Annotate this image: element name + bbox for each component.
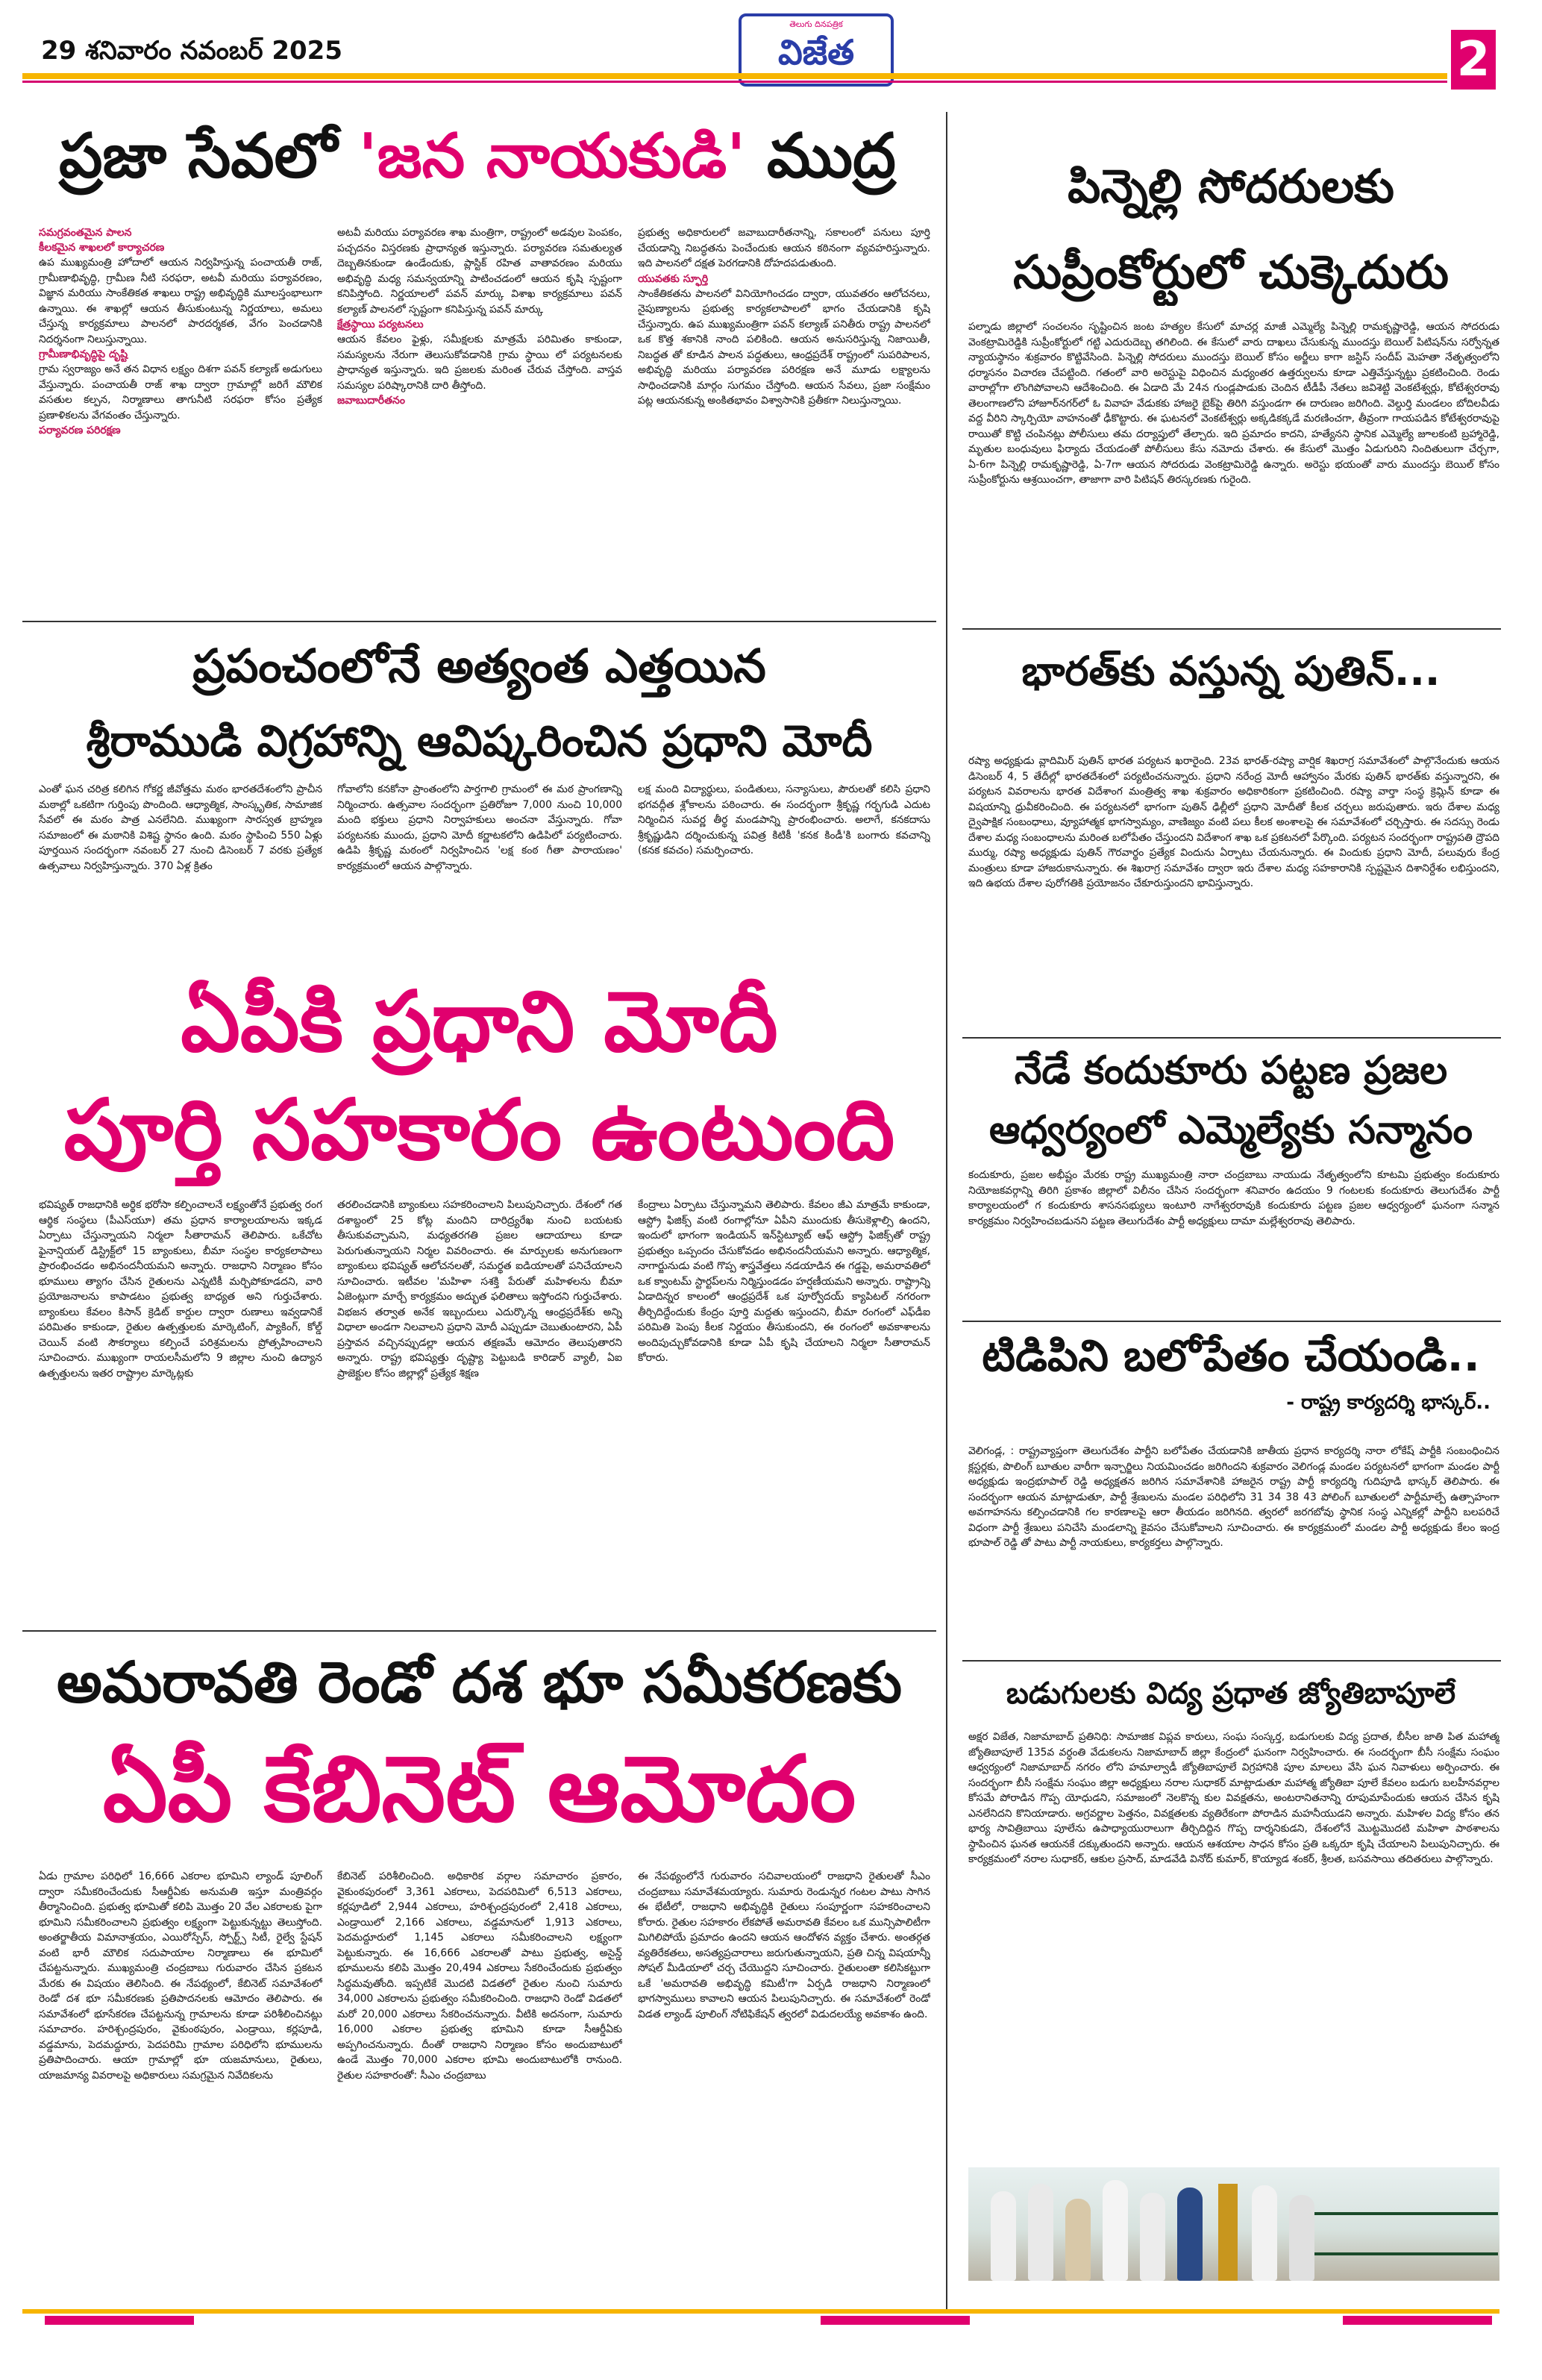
modi-ap-headline-1: ఏపీకి ప్రధాని మోదీ: [181, 974, 778, 1071]
section-divider: [22, 1630, 936, 1632]
paragraph: ఉప ముఖ్యమంత్రి హోదాలో ఆయన నిర్వహిస్తున్న పంచాయతీ రాజ్, గ్రామీణాభివృద్ధి, గ్రామీణ నీటి సరఫరా, అటవీ మరియు పర్యావరణం, విజ్ఞాన మరియు సాంకేతికత శాఖలు రాష్ట్ర అభివృద్ధికి మూలస్తంభాలుగా ఉన్నాయి. ఈ శాఖల్లో ఆయన తీసుకుంటున్న నిర్ణయాలు, అమలు చేస్తున్న కార్యక్రమాలు పాలనలో పారదర్శకత, వేగం పెంచడానికి నిదర్శనంగా నిలుస్తున్నాయి.: [39, 257, 322, 345]
janasena-headline-pre: ప్రజా సేవలో: [59, 121, 359, 192]
person-figure: [1140, 2193, 1165, 2281]
janasena-column-2: [337, 225, 622, 613]
phule-headline: బడుగులకు విద్య ప్రధాత జ్యోతిబాపూలే: [1006, 1676, 1456, 1711]
amaravati-column-3: ఈ నేపథ్యంలోనే గురువారం సచివాలయంలో రాజధాని రైతులతో సీఎం చంద్రబాబు సమావేశమయ్యారు. సుమారు రెండున్నర గంటల పాటు సాగిన ఈ భేటీలో, రాజధాని అభివృద్ధికి రైతులు సంపూర్ణంగా సహకరించాలని కోరారు. రైతుల సహకారం లేకపోతే అమరావతి కేవలం ఒక మున్సిపాలిటీగా మిగిలిపోయే ప్రమాదం ఉందని ఆయన ఆందోళన వ్యక్తం చేశారు. అంతర్గత వ్యతిరేకతలు, అసత్యప్రచారాలు జరుగుతున్నాయని, ప్రతి చిన్న విషయాన్నీ సోషల్ మీడియాలో చర్చ చేయొద్దని సూచించారు. రైతులంతా కలిసికట్టుగా ఒకే 'అమరావతి అభివృద్ధి కమిటీ'గా ఏర్పడి రాజధాని నిర్మాణంలో భాగస్వాములు కావాలని ఆయన పిలుపునిచ్చారు. ఈ సమావేశంలో రెండో విడత ల్యాండ్ పూలింగ్ నోటిఫికేషన్ త్వరలో విడుదలయ్యే అవకాశం ఉంది.: [638, 1870, 930, 2020]
paragraph: సాంకేతికతను పాలనలో వినియోగించడం ద్వారా, యువతరం ఆలోచనలు, నైపుణ్యాలను ప్రభుత్వ కార్యకలాపాలలో భాగం చేయడానికి కృషి చేస్తున్నారు. ఉప ముఖ్యమంత్రిగా పవన్ కల్యాణ్ పనితీరు రాష్ట్ర పాలనలో ఒక కొత్త శకానికి నాంది పలికింది. ఆయన అనుసరిస్తున్న నిజాయితీ, నిబద్ధత తో కూడిన పాలన పద్ధతులు, ఆంధ్రప్రదేశ్ రాష్ట్రంలో సుపరిపాలన, అభివృద్ధి మరియు పర్యావరణ పరిరక్షణ అనే మూడు లక్ష్యాలను సాధించడానికి మార్గం సుగమం చేస్తోంది. ఆయన సేవలు, ప్రజా సంక్షేమం పట్ల ఆయనకున్న అంకితభావం విశ్వాసానికి ప్రతీకగా నిలుస్తున్నాయి.: [638, 287, 930, 407]
header-band: [22, 73, 1447, 79]
ramudu-column-1: ఎంతో ఘన చరిత్ర కలిగిన గోకర్ణ జీవోత్తమ మఠం భారతదేశంలోని ప్రాచీన మఠాల్లో ఒకటిగా గుర్తింపు పొందింది. ఆధ్యాత్మిక, సాంస్కృతిక, సామాజిక సేవలో ఈ మఠం పాత్ర ఎనలేనిది. ముఖ్యంగా సారస్వత బ్రాహ్మణ సమాజంలో ఈ మఠానికి విశిష్ట స్థానం ఉంది. మఠం స్థాపించి 550 ఏళ్లు పూర్తయిన సందర్భంగా నవంబర్ 27 నుంచి డిసెంబర్ 7 వరకు ప్రత్యేక ఉత్సవాలు నిర్వహిస్తున్నారు. 370 ఏళ్ల క్రితం: [39, 783, 322, 872]
masthead-title: విజేత: [777, 32, 855, 72]
subhead: యువతకు స్ఫూర్తి: [638, 272, 709, 285]
ramudu-column-3: లక్ష మంది విద్యార్థులు, పండితులు, సన్యాసులు, పౌరులతో కలిసి ప్రధాని భగవద్గీత శ్లోకాలను పఠించారు. ఈ సందర్భంగా శ్రీకృష్ణ గర్భగుడి ఎదుట నిర్మించిన సువర్ణ తీర్థ మండపాన్ని ప్రారంభించారు. అలాగే, కనకదాసు శ్రీకృష్ణుడిని దర్శించుకున్న పవిత్ర కిటికీ 'కనక కిండీ'కి బంగారు కవచాన్ని (కనక కవచం) సమర్పించారు.: [638, 783, 930, 857]
person-figure: [1252, 2185, 1277, 2281]
paragraph: అటవీ మరియు పర్యావరణ శాఖ మంత్రిగా, రాష్ట్రంలో అడవుల పెంపకం, పచ్చదనం విస్తరణకు ప్రాధాన్యత ఇస్తున్నారు. పర్యావరణ సమతుల్యత దెబ్బతినకుండా ఉండేందుకు, ప్లాస్టిక్ రహిత వాతావరణం మరియు అభివృద్ధి మధ్య సమన్వయాన్ని పాటించడంలో ఆయన కృషి స్పష్టంగా కనిపిస్తోంది. నిర్ణయాలలో పవన్ మార్కు విశాఖ కార్యక్రమాలు పవన్ కల్యాణ్ పాలనలో స్పష్టంగా కనిపిస్తున్న పవన్ మార్కు: [337, 227, 622, 316]
section-divider: [22, 621, 936, 622]
amaravati-column-2: కేబినెట్ పరిశీలించింది. అధికారిక వర్గాల సమాచారం ప్రకారం, వైకుంఠపురంలో 3,361 ఎకరాలు, పెదపరిమిలో 6,513 ఎకరాలు, కర్లపూడిలో 2,944 ఎకరాలు, హరిశ్చంద్రపురంలో 2,418 ఎకరాలు, ఎండ్రాయిలో 2,166 ఎకరాలు, వడ్డమానులో 1,913 ఎకరాలు, పెదమద్దూరులో 1,145 ఎకరాలు సమీకరించాలని లక్ష్యంగా పెట్టుకున్నారు. ఈ 16,666 ఎకరాలతో పాటు ప్రభుత్వ, అసైన్డ్ భూములను కలిపి మొత్తం 20,494 ఎకరాలు సేకరించేందుకు ప్రభుత్వం సిద్ధమవుతోంది. ఇప్పటికే మొదటి విడతలో రైతుల నుంచి సుమారు 34,000 ఎకరాలను ప్రభుత్వం సమీకరించింది. రాజధాని రెండో విడతలో మరో 20,000 ఎకరాలు సేకరించనున్నారు. వీటికి అదనంగా, సుమారు 16,000 ఎకరాల ప్రభుత్వ భూమిని కూడా సీఆర్డీఏకు అప్పగించనున్నారు. దీంతో రాజధాని నిర్మాణం కోసం అందుబాటులో ఉండే మొత్తం 70,000 ఎకరాల భూమి అందుబాటులోకి రానుంది. రైతుల సహకారంతో: సీఎం చంద్రబాబు: [337, 1870, 622, 2082]
ramudu-headline-1: ప్రపంచంలోనే అత్యంత ఎత్తయిన: [192, 639, 766, 693]
footer-band: [22, 2309, 1499, 2314]
putin-body: రష్యా అధ్యక్షుడు వ్లాదిమిర్ పుతిన్ భారత పర్యటన ఖరారైంది. 23వ భారత్-రష్యా వార్షిక శిఖరాగ్ర సమావేశంలో పాల్గొనేందుకు ఆయన డిసెంబర్ 4, 5 తేదీల్లో భారతదేశంలో పర్యటించనున్నారు. ప్రధాని నరేంద్ర మోదీ ఆహ్వానం మేరకు పుతిన్ భారత్‌కు వస్తున్నారని, ఈ పర్యటన వివరాలను భారత విదేశాంగ మంత్రిత్వ శాఖ శుక్రవారం అధికారికంగా ప్రకటించింది. రష్యా వార్తా సంస్థ క్రెమ్లిన్ కూడా ఈ విషయాన్ని ధ్రువీకరించింది. ఈ పర్యటనలో భాగంగా పుతిన్ ఢిల్లీలో ప్రధాని మోదీతో కీలక చర్చలు జరుపుతారు. ఇరు దేశాల మధ్య ద్వైపాక్షిక సంబంధాలు, వ్యూహాత్మక భాగస్వామ్యం, వాణిజ్యం వంటి పలు కీలక అంశాలపై ఈ సమావేశంలో చర్చిస్తారు. ఈ సదస్సు రెండు దేశాల మధ్య సంబంధాలను మరింత బలోపేతం చేస్తుందని విదేశాంగ శాఖ ఒక ప్రకటనలో పేర్కొంది. పర్యటన సందర్భంగా రాష్ట్రపతి ద్రౌపది ముర్ము, రష్యా అధ్యక్షుడు పుతిన్ గౌరవార్థం ప్రత్యేక విందును ఏర్పాటు చేయనున్నారు. ఈ విందుకు ప్రధాని మోదీ, పలువురు కేంద్ర మంత్రులు కూడా హాజరుకానున్నారు. ఈ శిఖరాగ్ర సమావేశం ద్వారా ఇరు దేశాల మధ్య సహకారానికి స్పష్టమైన దిశానిర్దేశం లభిస్తుందని, ఇది ఉభయ దేశాల పురోగతికి ప్రయోజనం చేకూరుస్తుందని భావిస్తున్నారు.: [968, 755, 1499, 889]
section-divider: [962, 1037, 1501, 1039]
person-figure: [1289, 2195, 1314, 2281]
pinnelli-headline-2: సుప్రీంకోర్టులో చుక్కెదురు: [1013, 245, 1449, 299]
modi-ap-column-2: తరలించడానికి బ్యాంకులు సహకరించాలని పిలుపునిచ్చారు. దేశంలో గత దశాబ్దంలో 25 కోట్ల మందిని దారిద్ర్యరేఖ నుంచి బయటకు తీసుకువచ్చామని, మధ్యతరగతి ప్రజల ఆదాయాలు కూడా పెరుగుతున్నాయని నిర్మల వివరించారు. ఈ మార్పులకు అనుగుణంగా బ్యాంకులు భవిష్యత్ ఆలోచనలతో, సమర్థత ఐడియాలతో పనిచేయాలని సూచించారు. ఇటీవల 'మహిళా సశక్తి పేరుతో మహిళలను బీమా ఏజెంట్లుగా మార్చే కార్యక్రమం అద్భుత ఫలితాలు ఇస్తోందని గుర్తుచేశారు. విభజన తర్వాత అనేక ఇబ్బందులు ఎదుర్కొన్న ఆంధ్రప్రదేశ్‌కు అన్ని విధాలా అండగా నిలవాలని ప్రధాని మోదీ ఎప్పుడూ చెబుతుంటారని, ఏపీ ప్రస్తావన వచ్చినప్పుడల్లా ఆయన తక్షణమే ఆమోదం తెలుపుతారని అన్నారు. రాష్ట్ర భవిష్యత్తు దృష్ట్యా పెట్టుబడి కారిడార్ వ్యాలీ, ఏఐ ప్రాజెక్టుల కోసం జిల్లాల్లో ప్రత్యేక శిక్షణ: [337, 1199, 622, 1380]
janasena-headline-accent: 'జన నాయకుడి': [358, 121, 746, 192]
janasena-headline-post: ముద్ర: [745, 121, 896, 192]
issue-date: 29 శనివారం నవంబర్ 2025: [41, 36, 342, 66]
person-figure: [991, 2191, 1016, 2281]
modi-ap-column-1: భవిష్యత్ రాజధానికి అర్థిక భరోసా కల్పించాలనే లక్ష్యంతోనే ప్రభుత్వ రంగ ఆర్థిక సంస్థలు (పీఎస్‌యూ) తమ ప్రధాన కార్యాలయాలను ఇక్కడ ఏర్పాటు చేస్తున్నాయని నిర్మలా సీతారామన్ తెలిపారు. ఒకేచోట ఫైనాన్షియల్ డిస్ట్రిక్ట్‌లో 15 బ్యాంకులు, బీమా సంస్థల కార్యకలాపాలు ప్రారంభించడం అభినందనీయమని అన్నారు. రాజధాని నిర్మాణం కోసం భూములు త్యాగం చేసిన రైతులను ఎన్నటికీ మర్చిపోకూడదని, వారి ప్రయోజనాలను కాపాడటం ప్రభుత్వ బాధ్యత అని గుర్తుచేశారు. బ్యాంకులు కేవలం కిసాన్ క్రెడిట్ కార్డుల ద్వారా రుణాలు ఇవ్వడానికే పరిమితం కాకుండా, రైతుల ఉత్పత్తులకు మార్కెటింగ్, ప్యాకింగ్, కోల్డ్ చెయిన్ వంటి సౌకర్యాలు కల్పించే పరిశ్రమలను ప్రోత్సహించాలని సూచించారు. ముఖ్యంగా రాయలసీమలోని 9 జిల్లాల నుంచి ఉద్యాన ఉత్పత్తులను ఇతర రాష్ట్రాల మార్కెట్లకు: [39, 1199, 322, 1380]
statue-figure: [1218, 2184, 1238, 2281]
subhead: పర్యావరణ పరిరక్షణ: [39, 425, 121, 436]
tdp-body: వెలిగండ్ల, : రాష్ట్రవ్యాప్తంగా తెలుగుదేశం పార్టీని బలోపేతం చేయడానికి జాతీయ ప్రధాన కార్యదర్శి నారా లోకేష్ పార్టీకి సంబంధించిన క్లస్టర్లకు, పొలింగ్ బూతుల వారీగా ఇన్చార్జిలు నియమించడం జరిగిందని శుక్రవారం వెలిగండ్ల మండల పర్యటనలో భాగంగా మండల పార్టీ అధ్యక్షుడు ఇంద్రభూపాల్ రెడ్డి అధ్యక్షతన జరిగిన సమావేశానికి హాజరైన రాష్ట్ర పార్టీ కార్యదర్శి గుదిపూడి భాస్కర్ తెలిపారు. ఈ సందర్భంగా ఆయన మాట్లాడుతూ, పార్టీ శ్రేణులను మండల పరిధిలోని 31 34 38 43 పోలింగ్ బూతులలో పార్టీమాల్పే ఉత్సాహంగా అవగాహనను కల్పించడానికి గల కారణాలపై ఆరా తీయడం జరిగినది. త్వరలో జరగబోవు స్థానిక సంస్థ ఎన్నికల్లో పార్టీని బలపరిచే విధంగా పార్టీ శ్రేణులు పనిచేసి మండలాన్ని కైవసం చేసుకోవాలని సూచించారు. ఈ కార్యక్రమంలో మండల పార్టీ అధ్యక్షుడు కేలం ఇంద్ర భూపాల్ రెడ్డి తో పాటు పార్టీ నాయకులు, కార్యకర్తలు పాల్గొన్నారు.: [968, 1445, 1499, 1549]
masthead-tagline: తెలుగు దినపత్రిక: [789, 19, 843, 29]
header-band-accent: [22, 81, 1447, 83]
pinnelli-body: పల్నాడు జిల్లాలో సంచలనం సృష్టించిన జంట హత్యల కేసులో మాచర్ల మాజీ ఎమ్మెల్యే పిన్నెల్లి రామకృష్ణారెడ్డి, ఆయన సోదరుడు వెంకట్రామిరెడ్డికి సుప్రీంకోర్టులో గట్టి ఎదురుదెబ్బ తగిలింది. ఈ కేసులో వారు దాఖలు చేసుకున్న ముందస్తు బెయిల్ పిటిషన్‌ను సర్వోన్నత న్యాయస్థానం శుక్రవారం కొట్టివేసింది. పిన్నెల్లి సోదరులు ముందస్తు బెయిల్ కోసం అర్జీలు కాగా జస్టిస్ సందీప్ మెహతా నేతృత్వంలోని ధర్మాసనం విచారణ చేపట్టింది. గతంలో వారి అరెస్టుపై విధించిన మధ్యంతర ఉత్తర్వులను కూడా ఎత్తివేస్తున్నట్టు ప్రకటించింది. రెండు వారాల్లోగా లొంగిపోవాలని ఆదేశించింది. ఈ ఏడాది మే 24న గుండ్లపాడుకు చెందిన టీడీపీ నేతలు జవిశెట్టి వెంకటేశ్వర్లు, కోటేశ్వరరావు తెలంగాణలోని హాజూర్‌నగర్‌లో ఓ వివాహ వేడుకకు హాజరై బైక్‌పై తిరిగి వస్తుండగా ఈ దారుణం జరిగింది. వెల్దుర్తి మండలం బోదిలవీడు వద్ద వీరిని స్కార్పియో వాహనంతో ఢీకొట్టారు. ఈ ఘటనలో వెంకటేశ్వర్లు అక్కడికక్కడే మరణించగా, తీవ్రంగా గాయపడిన కోటేశ్వరరావుపై రాయితో కొట్టి చంపినట్లు పోలీసులు తమ దర్యాప్తులో తేల్చారు. ఇది ప్రమాదం కాదని, హత్యేనని స్థానిక ఎమ్మెల్యే జూలకంటి బ్రహ్మారెడ్డి, మృతుల బంధువులు ఫిర్యాదు చేయడంతో పోలీసులు కేసు నమోదు చేశారు. ఈ కేసులో మొత్తం ఏడుగురిని నిందితులుగా చేర్చగా, ఏ-6గా పిన్నెల్లి రామకృష్ణారెడ్డి, ఏ-7గా ఆయన సోదరుడు వెంకట్రామిరెడ్డి ఉన్నారు. అరెస్టు భయంతో వారు ముందస్తు బెయిల్ కోసం సుప్రీంకోర్టును ఆశ్రయించగా, తాజాగా వారి పిటిషన్ తిరస్కరణకు గురైంది.: [968, 321, 1499, 486]
subhead: సమగ్రవంతమైన పాలన: [39, 227, 132, 239]
modi-ap-column-3: కేంద్రాలు ఏర్పాటు చేస్తున్నామని తెలిపారు. కేవలం జీఎ మాత్రమే కాకుండా, ఆస్ట్రో ఫిజిక్స్ వంటి రంగాల్లోనూ ఏపీని ముందుకు తీసుకెళ్లాల్సి ఉందని, ఇందులో భాగంగా ఇండియన్ ఇన్‌స్టిట్యూట్ ఆఫ్ ఆస్ట్రో ఫిజిక్స్‌తో రాష్ట్ర ప్రభుత్వం ఒప్పందం చేసుకోవడం అభినందనీయమని అన్నారు. ఆధ్యాత్మిక, నాగార్జునుడు వంటి గొప్ప శాస్త్రవేత్తలు నడయాడిన ఈ గడ్డపై, అమరావతిలో ఒక క్వాంటమ్ స్టార్టప్‌లను నిర్మిస్తుండడం హర్షణీయమని అన్నారు. రాష్ట్రాన్ని ఏడాదిన్నర కాలంలో ఆంధ్రప్రదేశ్ ఒక పూర్వోదయ్ క్యాపిటల్ నగరంగా తీర్చిదిద్దేందుకు కేంద్రం పూర్తి మద్దతు ఇస్తుందని, బీమా రంగంలో ఎఫ్‌డీఐ పరిమితి పెంపు కీలక నిర్ణయం తీసుకుందని, ఈ రంగంలో అవకాశాలను అందిపుచ్చుకోవడానికి కూడా ఏపీ కృషి చేయాలని నిర్మలా సీతారామన్ కోరారు.: [638, 1199, 930, 1364]
section-divider: [962, 1660, 1501, 1662]
footer-accent-block: [821, 2316, 970, 2325]
kandukur-body: కందుకూరు, ప్రజల అభీష్టం మేరకు రాష్ట్ర ముఖ్యమంత్రి నారా చంద్రబాబు నాయుడు నేతృత్వంలోని కూటమి ప్రభుత్వం కందుకూరు నియోజకవర్గాన్ని తిరిగి ప్రకాశం జిల్లాలో విలీనం చేసిన సందర్భంగా శనివారం ఉదయం 9 గంటలకు కందుకూరు తెలుగుదేశం పార్టీ కార్యాలయంలో గ కందుకూరు శాసనసభ్యులు ఇంటూరి నాగేశ్వరరావుకి కందుకూరు పట్టణ ప్రజల ఆధ్వర్యంలో ఘనంగా సన్మాన కార్యక్రమం నిర్వహించబడునని పట్టణ తెలుగుదేశం పార్టీ అధ్యక్షులు దామా మల్లేశ్వరరావు తెలిపారు.: [968, 1169, 1499, 1227]
subhead: గ్రామీణాభివృద్ధిపై దృష్టి: [39, 348, 128, 360]
subhead: జవాబుదారీతనం: [337, 395, 405, 407]
amaravati-column-1: ఏడు గ్రామాల పరిధిలో 16,666 ఎకరాల భూమిని ల్యాండ్ పూలింగ్ ద్వారా సమీకరించేందుకు సీఆర్డీఏకు అనుమతి ఇస్తూ మంత్రివర్గం తీర్మానించింది. ప్రభుత్వ భూమితో కలిపి మొత్తం 20 వేల ఎకరాలకు పైగా భూమిని సమీకరించాలని ప్రభుత్వం లక్ష్యంగా పెట్టుకున్నట్టు తెలుస్తోంది. అంతర్జాతీయ విమానాశ్రయం, ఎయిరోస్పేస్, స్పోర్ట్స్ సిటీ, రైల్వే స్టేషన్ వంటి భారీ మౌలిక సదుపాయాల నిర్మాణాలు ఈ భూమిలో చేపట్టనున్నారు. ముఖ్యమంత్రి చంద్రబాబు గురువారం చేసిన ప్రకటన మేరకు ఈ విషయం తెలిసింది. ఈ నేపథ్యంలో, కేబినెట్ సమావేశంలో రెండో దశ భూ సమీకరణకు ప్రతిపాదనలకు ఆమోదం తెలిపారు. ఈ సమావేశంలో భూసేకరణ చేపట్టనున్న గ్రామాలను కూడా పరిశీలించినట్లు సమాచారం. హరిశ్చంద్రపురం, వైకుంఠపురం, ఎండ్రాయి, కర్లపూడి, వడ్డమాను, పెదమద్దూరు, పెదపరిమి గ్రామాల పరిధిలోని భూములను ప్రతిపాదించారు. ఆయా గ్రామాల్లో భూ యజమానులు, రైతులు, యాజమాన్య వివరాలపై అధికారులు సమగ్రమైన నివేదికలను: [39, 1870, 322, 2082]
railing: [1297, 2212, 1498, 2255]
person-figure: [1028, 2184, 1053, 2281]
person-figure: [1177, 2188, 1203, 2281]
paragraph: గ్రామ స్వరాజ్యం అనే తన విధాన లక్ష్యం దిశగా పవన్ కల్యాణ్ అడుగులు వేస్తున్నారు. పంచాయతీ రాజ్ శాఖ ద్వారా గ్రామాల్లో జరిగే మౌలిక వసతుల కల్పన, నిర్మాణాలు తాగునీటి సరఫరా కోసం ప్రత్యేక ప్రణాళికలను వేగవంతం చేస్తున్నారు.: [39, 363, 322, 422]
janasena-headline: [22, 116, 933, 198]
putin-headline: భారత్‌కు వస్తున్న పుతిన్...: [1021, 648, 1441, 695]
column-divider: [946, 112, 947, 2313]
section-divider: [962, 628, 1501, 630]
amaravati-headline-2: ఏపీ కేబినెట్ ఆమోదం: [102, 1736, 856, 1842]
tdp-byline: - రాష్ట్ర కార్యదర్శి భాస్కర్..: [1286, 1391, 1491, 1414]
tdp-headline: టిడిపిని బలోపేతం చేయండి..: [982, 1330, 1480, 1381]
section-divider: [962, 1321, 1501, 1322]
kandukur-headline-2: ఆధ్వర్యంలో ఎమ్మెల్యేకు సన్మానం: [989, 1108, 1473, 1153]
phule-tribute-photo: [968, 2167, 1499, 2281]
janasena-column-3: [638, 225, 930, 613]
phule-body: అక్షర విజేత, నిజామాబాద్ ప్రతినిధి: సామాజిక విప్లవ కారులు, సంఘ సంస్కర్త, బడుగులకు విద్య ప్రదాత, బీసీల జాతి పిత మహాత్మ జ్యోతిబాపూలే 135వ వర్ధంతి వేడుకలను నిజామాబాద్ జిల్లా కేంద్రంలో ఘనంగా నిర్వహించారు. ఈ సందర్భంగా బీసీ సంక్షేమ సంఘం ఆధ్వర్యంలో నిజామాబాద్ నగరం లోని హమాల్వాడీ జ్యోతిబాపూలే విగ్రహానికి పూల మాలలు వేసి ఘన నివాళులు అర్పించారు. ఈ సందర్భంగా బీసీ సంక్షేమ సంఘం జిల్లా అధ్యక్షులు నరాల సుధాకర్ మాట్లాడుతూ మహాత్మ జ్యోతిబా పూలే కేవలం బడుగు బలహీనవర్గాల కోసమే పోరాడిన గొప్ప యోధుడని, సమాజంలో నెలకొన్న కుల వివక్షతను, అంటరానితనాన్ని రూపుమాపేందుకు ఆయన చేసిన కృషి ఎనలేనిదని కొనియాడారు. అగ్రవర్ణాల పెత్తనం, వివక్షతలకు వ్యతిరేకంగా పోరాడిన మహనీయుడని అన్నారు. మహిళల విద్య కోసం తన భార్య సావిత్రిబాయి పూలేను ఉపాధ్యాయురాలుగా తీర్చిదిద్దిన గొప్ప దార్శనికుడని, దేశంలోనే మొట్టమొదటి మహిళా పాఠశాలను స్థాపించిన ఘనత ఆయనకే దక్కుతుందని అన్నారు. ఆయన ఆశయాల సాధన కోసం ప్రతి ఒక్కరూ కృషి చేయాలని పిలుపునిచ్చారు. ఈ కార్యక్రమంలో నరాల సుధాకర్, ఆకుల ప్రసాద్, మాడవేడి వినోద్ కుమార్, కొయ్యాడ శంకర్, శ్రీలత, బసవసాయి తదితరులు పాల్గొన్నారు.: [968, 1731, 1499, 1865]
subhead: క్షేత్రస్థాయి పర్యటనలు: [337, 319, 424, 331]
person-figure: [1065, 2199, 1091, 2281]
kandukur-headline-1: నేడే కందుకూరు పట్టణ ప్రజల: [1014, 1048, 1448, 1093]
ramudu-headline-2: శ్రీరాముడి విగ్రహాన్ని ఆవిష్కరించిన ప్రధాని మోదీ: [86, 715, 873, 766]
amaravati-headline-1: అమరావతి రెండో దశ భూ సమీకరణకు: [56, 1649, 903, 1715]
paragraph: ప్రభుత్వ అధికారులలో జవాబుదారీతనాన్ని, సకాలంలో పనులు పూర్తి చేయడాన్ని నిబద్ధతను పెంచేందుకు ఆయన కఠినంగా వ్యవహరిస్తున్నారు. ఇది పాలనలో దక్షత పెరగడానికి దోహదపడుతుంది.: [638, 227, 930, 269]
pinnelli-headline-1: పిన్నెల్లి సోదరులకు: [1068, 159, 1394, 213]
ramudu-column-2: గోవాలోని కనకోనా ప్రాంతంలోని పార్తగాలి గ్రామంలో ఈ మఠ ప్రాంగణాన్ని నిర్మించారు. ఉత్సవాల సందర్భంగా ప్రతిరోజూ 7,000 నుంచి 10,000 మంది భక్తులు ప్రధాని నిర్వాహకులు అంచనా వేస్తున్నారు. గోవా పర్యటనకు ముందు, ప్రధాని మోదీ కర్ణాటకలోని ఉడిపిలో పర్యటించారు. ఉడిపి శ్రీకృష్ణ మఠంలో నిర్వహించిన 'లక్ష కంఠ గీతా పారాయణం' కార్యక్రమంలో ఆయన పాల్గొన్నారు.: [337, 783, 622, 872]
page-number: 2: [1451, 30, 1496, 90]
footer-accent-block: [45, 2316, 194, 2325]
footer-accent-block: [1343, 2316, 1492, 2325]
paragraph: ఆయన కేవలం ఫైళ్లు, సమీక్షలకు మాత్రమే పరిమితం కాకుండా, సమస్యలను నేరుగా తెలుసుకోవడానికి గ్రామ స్థాయి లో పర్యటనలకు ప్రాధాన్యత ఇస్తున్నారు. ఇది ప్రజలకు మరింత చేరువ చేస్తోంది. వాస్తవ సమస్యల పరిష్కారానికి దారి తీస్తోంది.: [337, 333, 622, 392]
subhead: కీలకమైన శాఖలలో కార్యాచరణ: [39, 242, 165, 254]
janasena-column-1: [39, 225, 322, 613]
person-figure: [1103, 2180, 1128, 2281]
modi-ap-headline-2: పూర్తి సహకారం ఉంటుంది: [63, 1082, 895, 1179]
